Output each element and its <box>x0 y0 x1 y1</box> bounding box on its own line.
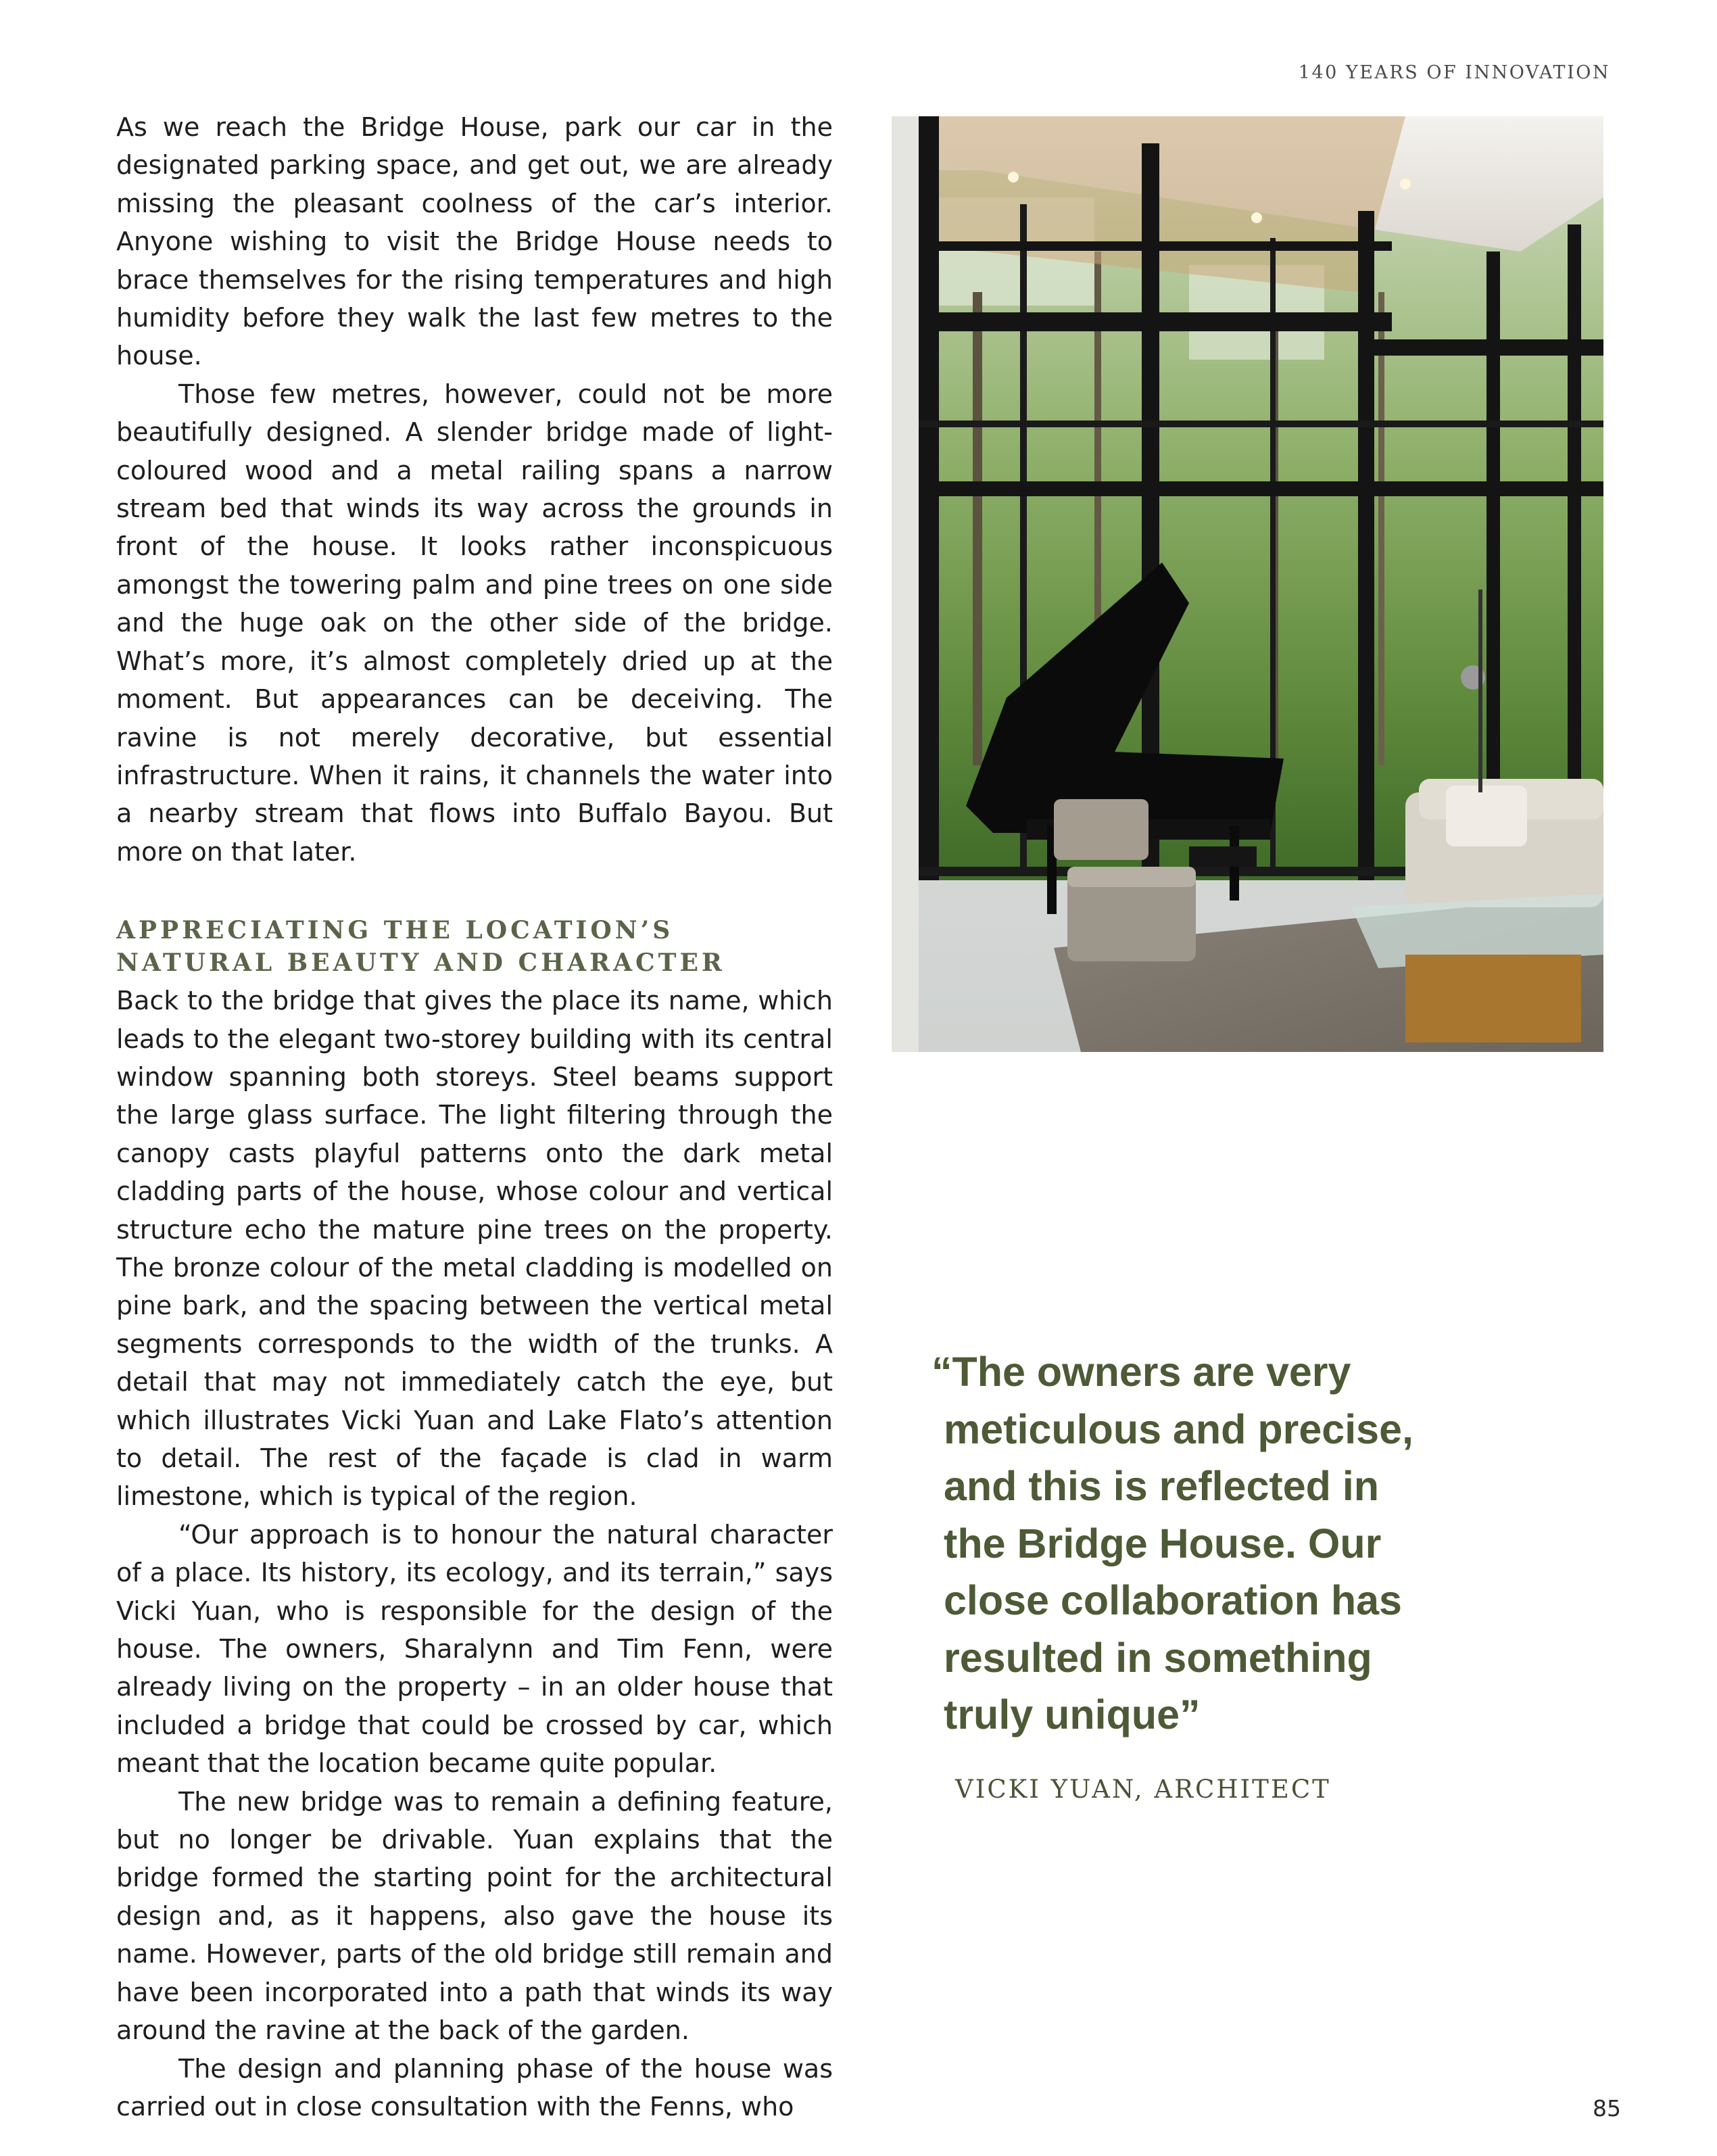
pull-quote-line: close collaboration has <box>944 1577 1402 1623</box>
body-paragraph: “Our approach is to honour the natural character of a place. Its history, its ecology, and its terrain,” says Vicki Yuan, who is responsible for the design of the house. The owners, Sharalynn and Tim Fenn, were already living on the property – in an older house that included a bridge that could be crossed by car, which meant that the location became quite popular. <box>116 1519 833 1779</box>
article-column <box>116 108 833 2126</box>
running-head: 140 YEARS OF INNOVATION <box>1298 62 1610 83</box>
body-paragraph: The new bridge was to remain a defining feature, but no longer be drivable. Yuan explains that the bridge formed the starting point for the architectural design and, as it happens, also gave the house its name. However, parts of the old bridge still remain and have been incorporated into a path that winds its way around the ravine at the back of the garden. <box>116 1786 833 2046</box>
pull-quote <box>932 1343 1512 1744</box>
pull-quote-line: resulted in something <box>944 1634 1372 1681</box>
section-subheading: APPRECIATING THE LOCATION’S NATURAL BEAUTY AND CHARACTER <box>116 916 725 978</box>
body-paragraph: Those few metres, however, could not be more beautifully designed. A slender bridge made of light-coloured wood and a metal railing spans a narrow stream bed that winds its way across the grounds in front of the house. It looks rather inconspicuous amongst the towering palm and pine trees on one side and the huge oak on the other side of the bridge. What’s more, it’s almost completely dried up at the moment. But appearances can be deceiving. The ravine is not merely decorative, but essential infrastructure. When it rains, it channels the water into a nearby stream that flows into Buffalo Bayou. But more on that later. <box>116 379 833 867</box>
pull-quote-line: “The owners are very <box>932 1349 1351 1395</box>
body-paragraph: As we reach the Bridge House, park our car in the designated parking space, and get out, we are already missing the pleasant coolness of the car’s interior. Anyone wishing to visit the Bridge House needs to brace themselves for the rising temperatures and high humidity before they walk the last few metres to the house. <box>116 112 833 371</box>
pull-quote-line: truly unique” <box>944 1692 1201 1738</box>
body-paragraph: Back to the bridge that gives the place its name, which leads to the elegant two-storey building with its central window spanning both storeys. Steel beams support the large glass surface. The light filtering through the canopy casts playful patterns onto the dark metal cladding parts of the house, whose colour and vertical structure echo the mature pine trees on the property. The bronze colour of the metal cladding is modelled on pine bark, and the spacing between the vertical metal segments corresponds to the width of the trunks. A detail that may not immediately catch the eye, but which illustrates Vicki Yuan and Lake Flato’s attention to detail. The rest of the façade is clad in warm limestone, which is typical of the region. <box>116 986 833 1512</box>
pull-quote-line: meticulous and precise, <box>944 1406 1413 1452</box>
interior-photo-illustration <box>892 116 1603 1052</box>
pull-quote-line: the Bridge House. Our <box>944 1520 1382 1566</box>
interior-photo <box>892 116 1603 1052</box>
page-number: 85 <box>1593 2095 1621 2122</box>
quote-attribution: VICKI YUAN, ARCHITECT <box>955 1775 1331 1804</box>
body-paragraph: The design and planning phase of the house was carried out in close consultation with the Fenns, who <box>116 2053 833 2122</box>
pull-quote-line: and this is reflected in <box>944 1463 1380 1509</box>
